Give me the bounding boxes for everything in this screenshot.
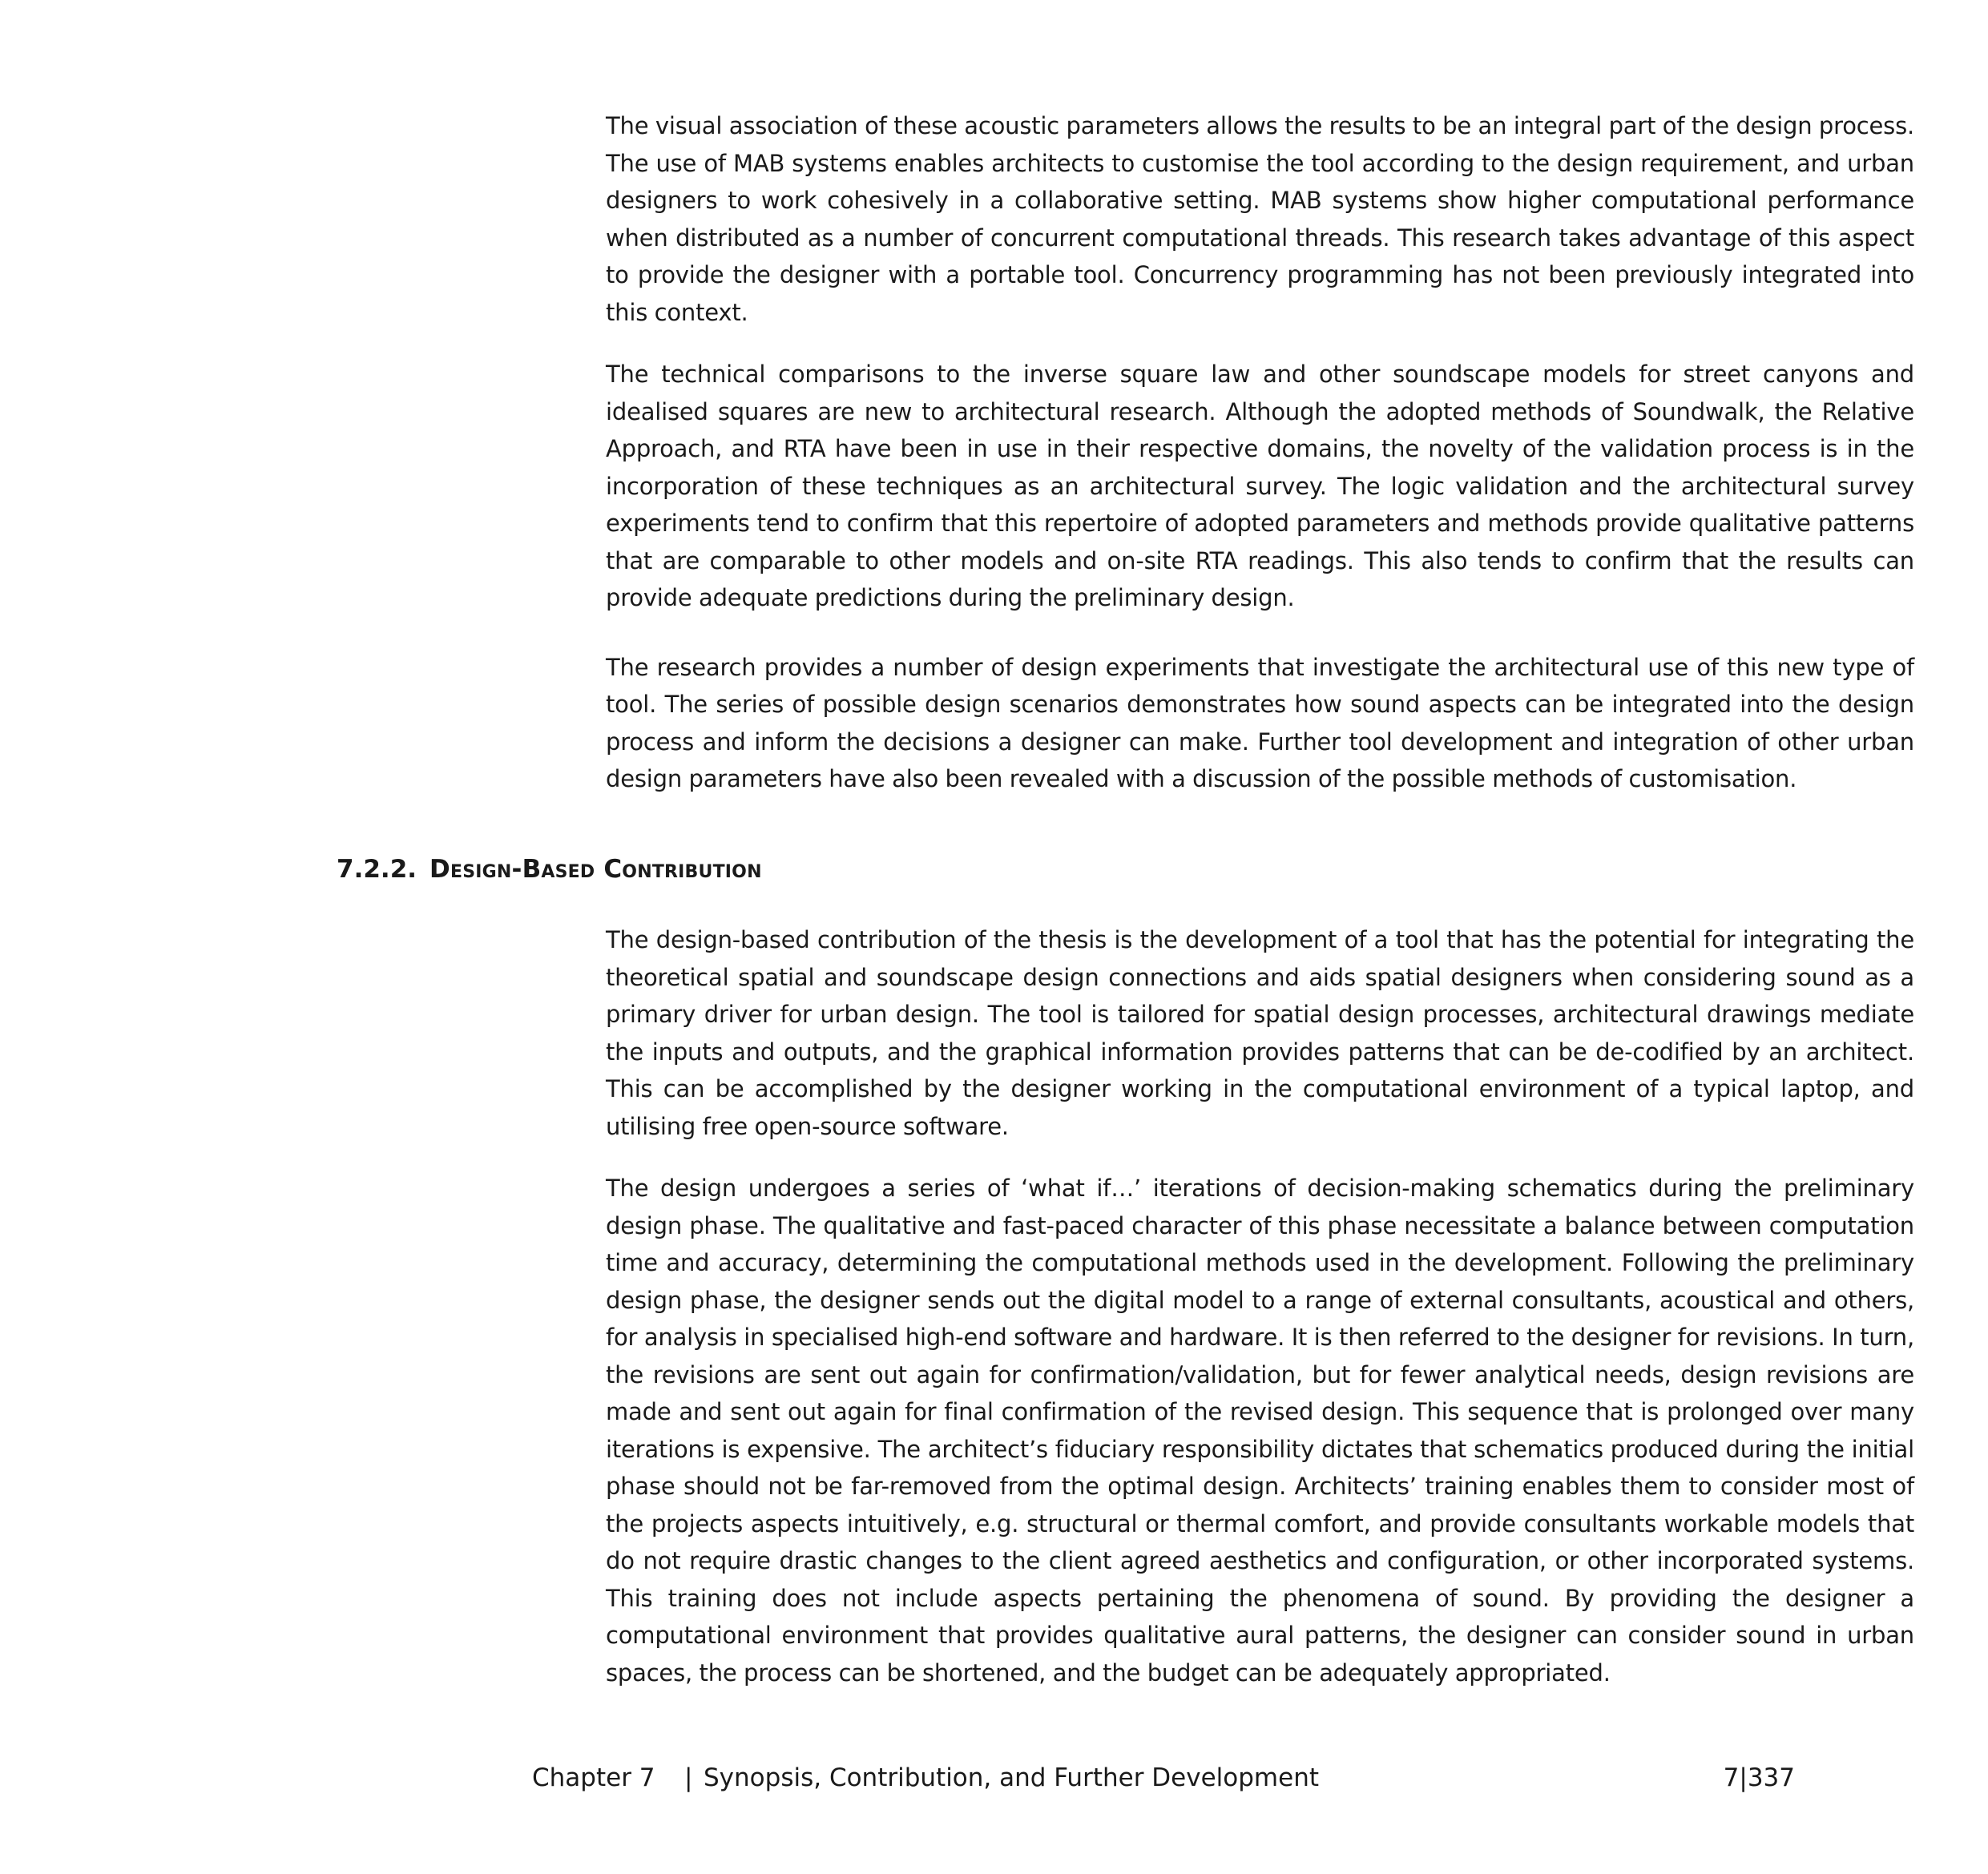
page-footer xyxy=(532,1759,1795,1796)
section-heading xyxy=(337,852,762,888)
section-722-text-block xyxy=(606,921,1914,1691)
footer-chapter: Chapter 7 xyxy=(532,1763,655,1792)
section-number: 7.2.2. xyxy=(337,855,417,884)
footer-chapter-title: Synopsis, Contribution, and Further Development xyxy=(704,1763,1319,1792)
paragraph: The visual association of these acoustic parameters allows the results to be an integral part of the design process. The use of MAB systems enables architects to customise the tool according to the design requirement, and urban designers to work cohesively in a collaborative setting. MAB systems show higher computational performance when distributed as a number of concurrent computational threads. This research takes advantage of this aspect to provide the designer with a portable tool. Concurrency programming has not been previously integrated into this context. xyxy=(606,112,1914,326)
paragraph: The design undergoes a series of ‘what if…’ iterations of decision-making schematics during the preliminary design phase. The qualitative and fast-paced character of this phase necessitate a balance between computation time and accuracy, determining the computational methods used in the development. Following the preliminary design phase, the designer sends out the digital model to a range of external consultants, acoustical and others, for analysis in specialised high-end software and hardware. It is then referred to the designer for revisions. In turn, the revisions are sent out again for confirmation/validation, but for fewer analytical needs, design revisions are made and sent out again for final confirmation of the revised design. This sequence that is prolonged over many iterations is expensive. The architect’s fiduciary responsibility dictates that schematics produced during the initial phase should not be far-removed from the optimal design. Architects’ training enables them to consider most of the projects aspects intuitively, e.g. structural or thermal comfort, and provide consultants workable models that do not require drastic changes to the client agreed aesthetics and configuration, or other incorporated systems. This training does not include aspects pertaining the phenomena of sound. By providing the designer a computational environment that provides qualitative aural patterns, the designer can consider sound in urban spaces, the process can be shortened, and the budget can be adequately appropriated. xyxy=(606,1175,1914,1687)
paragraph: The research provides a number of design experiments that investigate the architectural use of this new type of tool. The series of possible design scenarios demonstrates how sound aspects can be integrated into the design process and inform the decisions a designer can make. Further tool development and integration of other urban design parameters have also been revealed with a discussion of the possible methods of customisation. xyxy=(606,653,1914,792)
paragraph: The design-based contribution of the thesis is the development of a tool that has the potential for integrating the theoretical spatial and soundscape design connections and aids spatial designers when considering sound as a primary driver for urban design. The tool is tailored for spatial design processes, architectural drawings mediate the inputs and outputs, and the graphical information provides patterns that can be de-codified by an architect. This can be accomplished by the designer working in the computational environment of a typical laptop, and utilising free open-source software. xyxy=(606,926,1914,1140)
section-title: Design-Based Contribution xyxy=(429,855,762,884)
footer-separator: | xyxy=(684,1763,693,1792)
intro-text-block xyxy=(606,107,1914,798)
page-number: 7|337 xyxy=(1723,1763,1795,1792)
paragraph: The technical comparisons to the inverse square law and other soundscape models for street canyons and idealised squares are new to architectural research. Although the adopted methods of Soundwalk, the Relative Approach, and RTA have been in use in their respective domains, the novelty of the validation process is in the incorporation of these techniques as an architectural survey. The logic validation and the architectural survey experiments tend to confirm that this repertoire of adopted parameters and methods provide qualitative patterns that are comparable to other models and on-site RTA readings. This also tends to confirm that the results can provide adequate predictions during the preliminary design. xyxy=(606,361,1914,611)
